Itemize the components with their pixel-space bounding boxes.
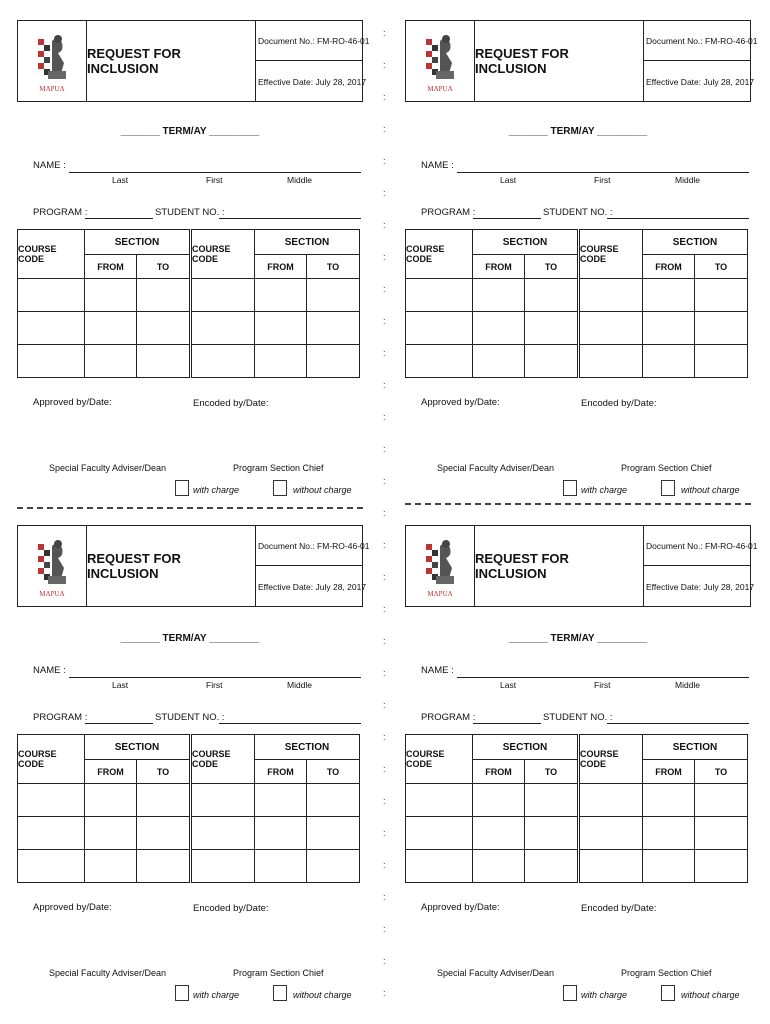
course-cell[interactable] [17, 816, 85, 850]
middle-label: Middle [287, 175, 313, 185]
form-header [17, 525, 370, 607]
from-cell[interactable] [84, 816, 137, 850]
to-cell[interactable] [306, 278, 360, 312]
course-cell[interactable] [17, 311, 85, 345]
section-header: SECTION [642, 229, 748, 255]
course-cell[interactable] [579, 344, 643, 378]
separator-dot: : [383, 156, 386, 166]
from-header: FROM [642, 759, 695, 784]
course-cell[interactable] [191, 849, 255, 883]
program-field[interactable] [473, 723, 541, 724]
with-charge-label: with charge [193, 485, 240, 495]
with-charge-checkbox[interactable] [563, 985, 577, 1001]
to-cell[interactable] [524, 311, 578, 345]
course-cell[interactable] [17, 344, 85, 378]
student-no-field[interactable] [219, 218, 361, 219]
from-cell[interactable] [254, 783, 307, 817]
school-logo [18, 21, 87, 101]
adviser-label: Special Faculty Adviser/Dean [437, 463, 555, 473]
student-no-label: STUDENT NO. : [155, 207, 225, 218]
course-cell[interactable] [405, 278, 473, 312]
chief-label: Program Section Chief [233, 968, 324, 978]
to-header: TO [136, 759, 190, 784]
document-number: Document No.: FM-RO-46-01 [256, 526, 362, 566]
to-cell[interactable] [136, 311, 190, 345]
separator-dot: : [383, 956, 386, 966]
name-field[interactable] [457, 677, 749, 678]
chief-label: Program Section Chief [621, 463, 712, 473]
course-cell[interactable] [191, 783, 255, 817]
without-charge-checkbox[interactable] [273, 480, 287, 496]
course-cell[interactable] [579, 816, 643, 850]
separator-dot: : [383, 92, 386, 102]
name-field[interactable] [69, 172, 361, 173]
from-cell[interactable] [84, 783, 137, 817]
course-cell[interactable] [191, 344, 255, 378]
separator-dot: : [383, 732, 386, 742]
separator-dot: : [383, 764, 386, 774]
without-charge-checkbox[interactable] [661, 985, 675, 1001]
to-cell[interactable] [524, 816, 578, 850]
to-cell[interactable] [306, 311, 360, 345]
logo-caption: MAPUA [39, 590, 65, 598]
from-cell[interactable] [254, 344, 307, 378]
program-field[interactable] [85, 218, 153, 219]
section-header: SECTION [642, 734, 748, 760]
to-cell[interactable] [136, 816, 190, 850]
separator-dot: : [383, 220, 386, 230]
to-cell[interactable] [694, 783, 748, 817]
course-cell[interactable] [191, 816, 255, 850]
to-header: TO [524, 254, 578, 279]
first-label: First [594, 680, 611, 690]
school-logo [406, 526, 475, 606]
to-header: TO [306, 254, 360, 279]
section-header: SECTION [254, 734, 360, 760]
to-cell[interactable] [136, 344, 190, 378]
course-cell[interactable] [405, 849, 473, 883]
separator-dot: : [383, 700, 386, 710]
course-table [405, 734, 750, 882]
section-header: SECTION [84, 734, 190, 760]
without-charge-label: without charge [681, 485, 740, 495]
effective-date: Effective Date: July 28, 2017 [646, 581, 755, 592]
with-charge-checkbox[interactable] [175, 985, 189, 1001]
name-label: NAME : [421, 665, 454, 676]
to-cell[interactable] [306, 816, 360, 850]
to-cell[interactable] [136, 783, 190, 817]
course-table [17, 229, 362, 377]
from-cell[interactable] [642, 278, 695, 312]
school-logo [406, 21, 475, 101]
from-cell[interactable] [254, 849, 307, 883]
to-cell[interactable] [136, 278, 190, 312]
section-header: SECTION [472, 734, 578, 760]
document-number: Document No.: FM-RO-46-01 [644, 526, 750, 566]
approved-label: Approved by/Date: [33, 902, 112, 913]
separator-dot: : [383, 924, 386, 934]
document-number: Document No.: FM-RO-46-01 [256, 21, 362, 61]
from-cell[interactable] [254, 278, 307, 312]
form-header [17, 20, 370, 102]
effective-date: Effective Date: July 28, 2017 [258, 581, 367, 592]
with-charge-checkbox[interactable] [563, 480, 577, 496]
term-ay: _______ TERM/AY _________ [508, 126, 648, 137]
course-code-header: COURSE CODE [17, 734, 85, 784]
course-code-header: COURSE CODE [405, 734, 473, 784]
to-cell[interactable] [306, 849, 360, 883]
last-label: Last [112, 175, 129, 185]
from-cell[interactable] [642, 311, 695, 345]
program-label: PROGRAM : [421, 712, 476, 723]
separator-dot: : [383, 476, 386, 486]
approved-label: Approved by/Date: [421, 902, 500, 913]
logo-caption: MAPUA [39, 85, 65, 93]
with-charge-checkbox[interactable] [175, 480, 189, 496]
from-header: FROM [642, 254, 695, 279]
chief-label: Program Section Chief [233, 463, 324, 473]
to-header: TO [694, 759, 748, 784]
program-label: PROGRAM : [33, 207, 88, 218]
inclusion-form [405, 525, 758, 1015]
program-label: PROGRAM : [33, 712, 88, 723]
term-ay: _______ TERM/AY _________ [120, 126, 260, 137]
course-cell[interactable] [405, 816, 473, 850]
last-label: Last [500, 175, 517, 185]
encoded-label: Encoded by/Date: [581, 398, 657, 409]
section-header: SECTION [84, 229, 190, 255]
separator-dot: : [383, 412, 386, 422]
separator-dot: : [383, 828, 386, 838]
cut-line [17, 507, 363, 509]
to-header: TO [694, 254, 748, 279]
separator-dot: : [383, 604, 386, 614]
to-cell[interactable] [694, 849, 748, 883]
to-cell[interactable] [306, 344, 360, 378]
logo-caption: MAPUA [427, 85, 453, 93]
course-cell[interactable] [405, 344, 473, 378]
encoded-label: Encoded by/Date: [193, 903, 269, 914]
to-cell[interactable] [694, 344, 748, 378]
from-header: FROM [254, 759, 307, 784]
course-code-header: COURSE CODE [579, 734, 643, 784]
to-header: TO [306, 759, 360, 784]
first-label: First [594, 175, 611, 185]
approved-label: Approved by/Date: [421, 397, 500, 408]
first-label: First [206, 680, 223, 690]
course-cell[interactable] [17, 278, 85, 312]
without-charge-checkbox[interactable] [273, 985, 287, 1001]
separator-dot: : [383, 668, 386, 678]
effective-date: Effective Date: July 28, 2017 [646, 76, 755, 87]
to-cell[interactable] [694, 278, 748, 312]
approved-label: Approved by/Date: [33, 397, 112, 408]
course-cell[interactable] [579, 311, 643, 345]
inclusion-form [17, 525, 370, 1015]
from-cell[interactable] [642, 849, 695, 883]
separator-dot: : [383, 636, 386, 646]
course-code-header: COURSE CODE [191, 734, 255, 784]
from-cell[interactable] [84, 849, 137, 883]
separator-dot: : [383, 348, 386, 358]
from-cell[interactable] [472, 816, 525, 850]
section-header: SECTION [254, 229, 360, 255]
from-cell[interactable] [84, 344, 137, 378]
from-cell[interactable] [254, 816, 307, 850]
encoded-label: Encoded by/Date: [581, 903, 657, 914]
separator-dot: : [383, 988, 386, 998]
from-header: FROM [84, 759, 137, 784]
effective-date: Effective Date: July 28, 2017 [258, 76, 367, 87]
section-header: SECTION [472, 229, 578, 255]
separator-dot: : [383, 796, 386, 806]
from-cell[interactable] [84, 278, 137, 312]
middle-label: Middle [675, 175, 701, 185]
from-cell[interactable] [254, 311, 307, 345]
term-ay: _______ TERM/AY _________ [508, 633, 648, 644]
course-cell[interactable] [579, 783, 643, 817]
from-cell[interactable] [472, 344, 525, 378]
adviser-label: Special Faculty Adviser/Dean [49, 968, 167, 978]
form-header [405, 20, 758, 102]
course-cell[interactable] [405, 311, 473, 345]
course-code-header: COURSE CODE [579, 229, 643, 279]
program-field[interactable] [473, 218, 541, 219]
course-code-header: COURSE CODE [191, 229, 255, 279]
from-cell[interactable] [642, 783, 695, 817]
to-cell[interactable] [694, 816, 748, 850]
adviser-label: Special Faculty Adviser/Dean [437, 968, 555, 978]
separator-dot: : [383, 188, 386, 198]
course-table [17, 734, 362, 882]
from-cell[interactable] [84, 311, 137, 345]
logo-caption: MAPUA [427, 590, 453, 598]
to-header: TO [136, 254, 190, 279]
program-field[interactable] [85, 723, 153, 724]
separator-dot: : [383, 124, 386, 134]
from-header: FROM [472, 254, 525, 279]
course-code-header: COURSE CODE [405, 229, 473, 279]
without-charge-label: without charge [293, 990, 352, 1000]
without-charge-label: without charge [293, 485, 352, 495]
name-label: NAME : [33, 665, 66, 676]
separator-dot: : [383, 380, 386, 390]
form-title: REQUEST FOR INCLUSION [475, 21, 644, 101]
encoded-label: Encoded by/Date: [193, 398, 269, 409]
separator-dot: : [383, 252, 386, 262]
course-cell[interactable] [17, 783, 85, 817]
course-cell[interactable] [579, 849, 643, 883]
course-cell[interactable] [579, 278, 643, 312]
from-cell[interactable] [472, 783, 525, 817]
separator-dot: : [383, 572, 386, 582]
course-cell[interactable] [191, 311, 255, 345]
student-no-label: STUDENT NO. : [543, 207, 613, 218]
first-label: First [206, 175, 223, 185]
course-table [405, 229, 750, 377]
separator-dot: : [383, 860, 386, 870]
without-charge-checkbox[interactable] [661, 480, 675, 496]
form-header [405, 525, 758, 607]
form-title: REQUEST FOR INCLUSION [87, 526, 256, 606]
inclusion-form [405, 20, 758, 510]
separator-dot: : [383, 444, 386, 454]
form-title: REQUEST FOR INCLUSION [87, 21, 256, 101]
student-no-field[interactable] [219, 723, 361, 724]
name-label: NAME : [33, 160, 66, 171]
to-header: TO [524, 759, 578, 784]
adviser-label: Special Faculty Adviser/Dean [49, 463, 167, 473]
with-charge-label: with charge [193, 990, 240, 1000]
middle-label: Middle [675, 680, 701, 690]
course-cell[interactable] [191, 278, 255, 312]
cut-line [405, 503, 751, 505]
to-cell[interactable] [524, 278, 578, 312]
student-no-field[interactable] [607, 723, 749, 724]
separator-dot: : [383, 60, 386, 70]
with-charge-label: with charge [581, 485, 628, 495]
to-cell[interactable] [306, 783, 360, 817]
from-cell[interactable] [642, 344, 695, 378]
last-label: Last [112, 680, 129, 690]
from-cell[interactable] [472, 311, 525, 345]
from-header: FROM [254, 254, 307, 279]
course-code-header: COURSE CODE [17, 229, 85, 279]
from-header: FROM [472, 759, 525, 784]
separator-dot: : [383, 316, 386, 326]
student-no-label: STUDENT NO. : [155, 712, 225, 723]
with-charge-label: with charge [581, 990, 628, 1000]
name-label: NAME : [421, 160, 454, 171]
course-cell[interactable] [17, 849, 85, 883]
from-cell[interactable] [472, 849, 525, 883]
school-logo [18, 526, 87, 606]
from-cell[interactable] [642, 816, 695, 850]
program-label: PROGRAM : [421, 207, 476, 218]
to-cell[interactable] [136, 849, 190, 883]
separator-dot: : [383, 508, 386, 518]
from-header: FROM [84, 254, 137, 279]
to-cell[interactable] [694, 311, 748, 345]
term-ay: _______ TERM/AY _________ [120, 633, 260, 644]
document-number: Document No.: FM-RO-46-01 [644, 21, 750, 61]
student-no-field[interactable] [607, 218, 749, 219]
last-label: Last [500, 680, 517, 690]
inclusion-form [17, 20, 370, 510]
separator-dot: : [383, 892, 386, 902]
chief-label: Program Section Chief [621, 968, 712, 978]
separator-dot: : [383, 284, 386, 294]
name-field[interactable] [69, 677, 361, 678]
without-charge-label: without charge [681, 990, 740, 1000]
to-cell[interactable] [524, 849, 578, 883]
name-field[interactable] [457, 172, 749, 173]
form-title: REQUEST FOR INCLUSION [475, 526, 644, 606]
separator-dot: : [383, 28, 386, 38]
separator-dot: : [383, 540, 386, 550]
from-cell[interactable] [472, 278, 525, 312]
to-cell[interactable] [524, 783, 578, 817]
middle-label: Middle [287, 680, 313, 690]
student-no-label: STUDENT NO. : [543, 712, 613, 723]
to-cell[interactable] [524, 344, 578, 378]
course-cell[interactable] [405, 783, 473, 817]
